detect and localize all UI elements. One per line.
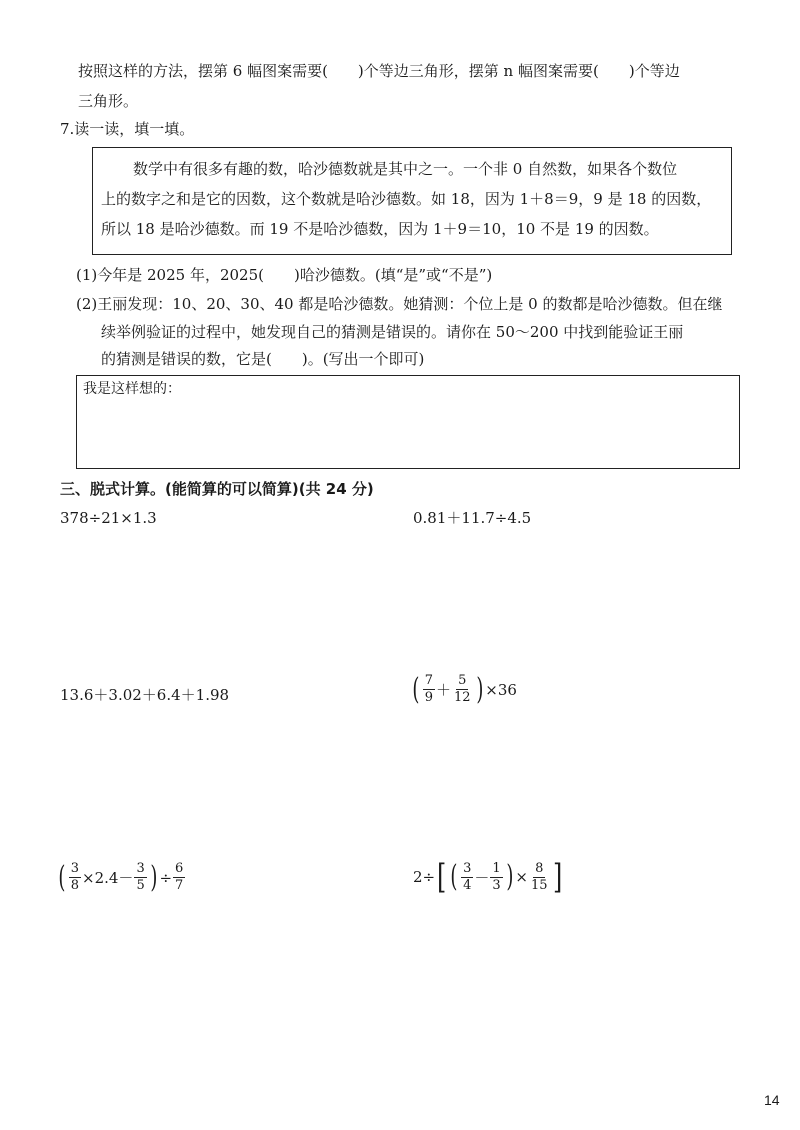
right-paren: ) — [150, 859, 158, 895]
expression-middle: ×2.4－ — [82, 869, 134, 887]
left-paren: ( — [450, 859, 458, 894]
operator: × — [515, 868, 528, 886]
problem-1: 378÷21×1.3 — [60, 509, 157, 527]
q7-sub2-line-2: 续举例验证的过程中，她发现自己的猜测是错误的。请你在 50～200 中找到能验证王丽 — [101, 323, 684, 341]
numerator: 3 — [70, 861, 79, 876]
fraction — [529, 862, 550, 893]
q7-title: 7.读一读，填一填。 — [60, 120, 195, 138]
prev-question-line-1: 按照这样的方法，摆第 6 幅图案需要( )个等边三角形，摆第 n 幅图案需要( )个等边 — [78, 62, 680, 80]
q7-sub2-line-3: 的猜测是错误的数，它是( )。(写出一个即可) — [101, 350, 425, 368]
problem-2: 0.81＋11.7÷4.5 — [413, 509, 532, 527]
fraction — [134, 862, 146, 893]
denominator: 9 — [424, 690, 433, 705]
fraction — [423, 674, 435, 705]
fraction — [173, 862, 185, 893]
right-paren: ) — [506, 859, 514, 894]
denominator: 5 — [136, 878, 145, 893]
q7-sub2-line-1: (2)王丽发现：10、20、30、40 都是哈沙德数。她猜测：个位上是 0 的数都是哈沙德数。但在继 — [76, 295, 723, 313]
operator: － — [474, 868, 490, 887]
answer-box[interactable] — [76, 375, 740, 469]
numerator: 8 — [535, 860, 544, 876]
numerator: 3 — [463, 860, 472, 876]
problem-5 — [56, 859, 186, 895]
left-paren: ( — [412, 671, 420, 707]
denominator: 12 — [454, 690, 471, 705]
left-bracket: [ — [437, 857, 447, 897]
prev-question-line-2: 三角形。 — [78, 92, 139, 110]
right-paren: ) — [475, 671, 483, 707]
problem-3: 13.6＋3.02＋6.4＋1.98 — [60, 686, 230, 704]
denominator: 3 — [492, 877, 501, 893]
operator: ÷ — [159, 868, 173, 887]
reading-line-3: 所以 18 是哈沙德数。而 19 不是哈沙德数，因为 1＋9＝10，10 不是 19 的因数。 — [101, 220, 659, 238]
numerator: 6 — [175, 861, 184, 876]
operator: ＋ — [436, 681, 452, 699]
denominator: 4 — [463, 877, 472, 893]
numerator: 3 — [136, 861, 145, 876]
expression-head: 2÷ — [413, 868, 436, 886]
answer-box-label: 我是这样想的： — [83, 381, 181, 397]
q7-sub1: (1)今年是 2025 年，2025( )哈沙德数。(填“是”或“不是”) — [76, 266, 493, 284]
numerator: 5 — [458, 673, 467, 688]
problem-6 — [413, 857, 564, 897]
fraction — [461, 862, 473, 893]
numerator: 7 — [424, 673, 433, 688]
problem-4 — [410, 671, 517, 707]
expression-tail: ×36 — [485, 680, 517, 699]
denominator: 7 — [175, 878, 184, 893]
fraction — [452, 674, 473, 705]
fraction — [69, 862, 81, 893]
reading-box — [92, 147, 732, 255]
page-number: 14 — [764, 1092, 780, 1108]
reading-line-1: 数学中有很多有趣的数，哈沙德数就是其中之一。一个非 0 自然数，如果各个数位 — [133, 160, 678, 178]
denominator: 8 — [70, 878, 79, 893]
section-3-title: 三、脱式计算。(能简算的可以简算)(共 24 分) — [60, 480, 374, 498]
reading-line-2: 上的数字之和是它的因数，这个数就是哈沙德数。如 18，因为 1＋8＝9，9 是 18 的因数， — [101, 190, 712, 208]
left-paren: ( — [58, 859, 66, 895]
denominator: 15 — [530, 877, 548, 893]
numerator: 1 — [492, 860, 501, 876]
right-bracket: ] — [552, 857, 562, 897]
fraction — [490, 862, 502, 893]
